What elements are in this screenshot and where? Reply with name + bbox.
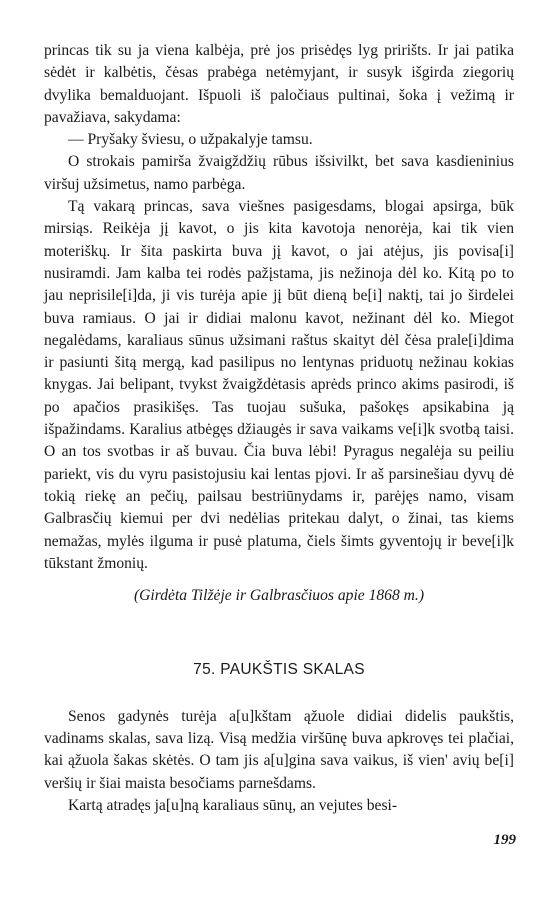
source-note: (Girdėta Tilžėje ir Galbrasčiuos apie 1868 m.) (133, 587, 425, 605)
chapter-paragraph: Senos gadynės turėja a[u]kštam ąžuole didiai didelis paukštis, vadinams skalas, sava lizą. Visą medžia viršūnę buva apkrovęs tei plačiai, kai ąžuola šakas skėtės. O tam jis a[u]gina sava vaikus, iš vien' avių be[i] veršių ir šiai maista besočiams parnešdams. (44, 707, 514, 792)
paragraph: Tą vakarą princas, sava viešnes pasigesdams, blogai apsirga, būk mirsiąs. Reikėja jį kavot, o jis kita kavotoja nenorėja, kai tik vien moteriškų. Ir šita paskirta buva jį kavot, o jai atėjus, jis povisa[i] nusiramdi. Jam kalba tei rodės pažįstama, jis nežinoja dėl ko. Kitą po to jau neprisile[i]da, ji vis turėja apie jį būt dieną be[i] naktį, tai jo širdelei buva ramiaus. O jai ir didiai malonu kavot, nežinant dėl ko. Miegot negalėdams, karaliaus sūnus užsimani raštus skaityt dėl čėsa prale[i]dima ir pasiunti šitą mergą, kad pasilipus no lentynas priduotų nežinau kokias knygas. Jai belipant, tvykst žvaigždėtasis aprėds princo akims pasirodi, iš po apačios prasikišęs. Tas tuojau sušuka, pašokęs apsikabina ją išpažindams. Karalius atbėgęs džiaugės ir sava vaikams ve[i]k svotbą taisi. O an tos svotbas ir aš buvau. Čia buva lėbi! Pyragus negalėja su peiliu pariekt, vis du vyru pasistojusiu kai lentas pjovi. Ir aš parsinešiau dyvų dė tokią riekę an pečių, pailsau bestriūnydams ir, parėjęs namo, visam Galbrasčių kiemui per dvi nedėlias pritekau dalyt, o žinai, tas kiems nemažas, mylės ilguma ir pusė platuma, čiels šimts gyventojų ir beve[i]k tūkstant žmonių. (44, 198, 514, 572)
chapter-title: 75. PAUKŠTIS SKALAS (193, 661, 365, 679)
paragraph: O strokais pamirša žvaigždžių rūbus išsivilkt, bet sava kasdieninius viršuj užsimetus, namo parbėga. (44, 153, 514, 193)
chapter-paragraph: Kartą atradęs ja[u]ną karaliaus sūnų, an vejutes besi- (68, 796, 398, 814)
paragraph-dialogue: — Pryšaky šviesu, o užpakalyje tamsu. (68, 131, 313, 149)
page-number: 199 (493, 832, 516, 848)
paragraph-continuation: princas tik su ja viena kalbėja, prė jos prisėdęs lyg pririšts. Ir jai patika sėdėt ir kalbėtis, čėsas prabėga netėmyjant, ir susyk išgirda ziegorių dvylika bemalduojant. Išpuoli iš paločiaus pultinai, šoka į vežimą ir pavažiava, sakydama: (44, 42, 514, 126)
page-text-block (44, 40, 514, 817)
